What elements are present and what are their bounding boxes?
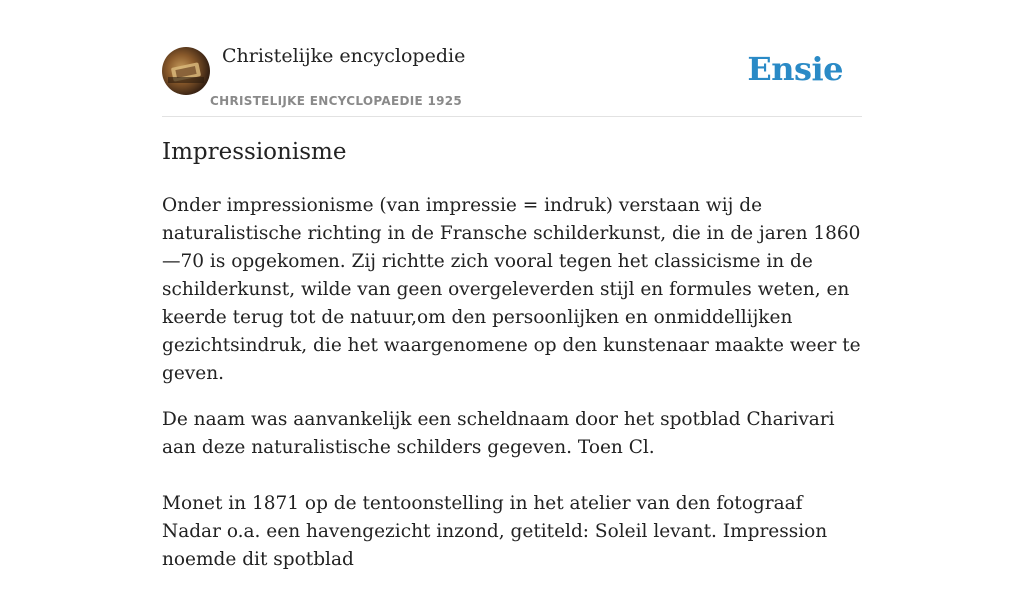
site-header	[162, 0, 862, 117]
article-paragraph: Onder impressionisme (van impressie = indruk) verstaan wij de naturalistische richting in de Fransche schilderkunst, die in de jaren 1860—70 is opgekomen. Zij richtte zich vooral tegen het classicisme in de schilderkunst, wilde van geen overgeleverden stijl en formules weten, en keerde terug tot de natuur,om den persoonlijken en onmiddellijken gezichtsindruk, die het waargenomene op den kunstenaar maakte weer te geven.	[162, 195, 861, 384]
article-body	[162, 192, 862, 592]
article-paragraph: Monet in 1871 op de tentoonstelling in het atelier van den fotograaf Nadar o.a. een havengezicht inzond, getiteld: Soleil levant. Impression noemde dit spotblad	[162, 493, 828, 570]
article-title: Impressionisme	[162, 139, 347, 165]
article-paragraph: De naam was aanvankelijk een scheldnaam door het spotblad Charivari aan deze naturalistische schilders gegeven. Toen Cl.	[162, 409, 835, 458]
site-title[interactable]: Christelijke encyclopedie	[222, 45, 466, 67]
site-logo-avatar[interactable]	[162, 47, 210, 95]
brand-logo-link[interactable]: Ensie	[747, 50, 843, 88]
site-subtitle: CHRISTELIJKE ENCYCLOPAEDIE 1925	[210, 94, 463, 108]
content-container	[162, 0, 862, 570]
